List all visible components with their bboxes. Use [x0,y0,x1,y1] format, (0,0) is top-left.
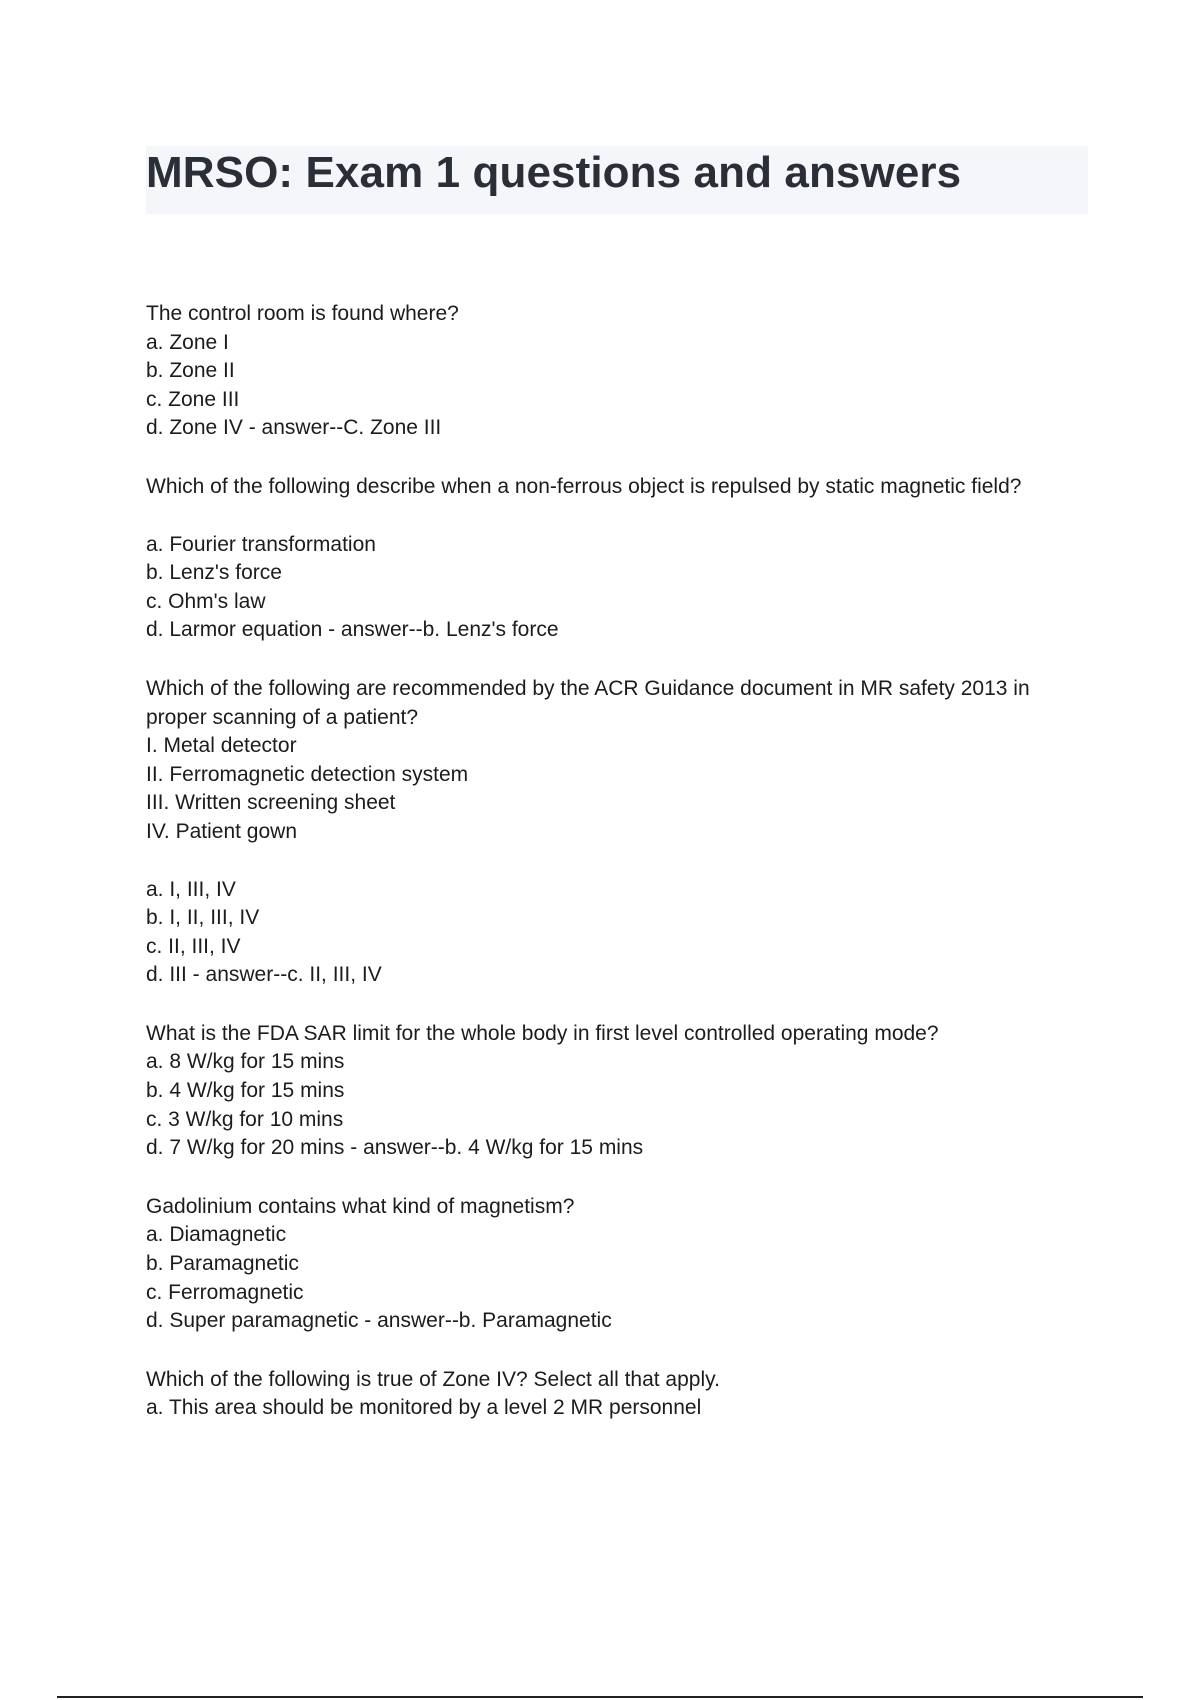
blank-line [146,502,1096,531]
question-text: The control room is found where? [146,302,459,325]
list-item: I. Metal detector [146,734,297,758]
question-block-3 [146,675,1096,990]
page-title: MRSO: Exam 1 questions and answers [146,148,962,197]
title-band [146,146,1088,214]
list-item: II. Ferromagnetic detection system [146,762,469,786]
answer-option: a. Diamagnetic [146,1223,287,1247]
answer-option-with-answer: d. 7 W/kg for 20 mins - answer--b. 4 W/kg for 15 mins [146,1136,644,1160]
blank-line [146,847,1096,876]
answer-option: a. Fourier transformation [146,532,376,556]
answer-option: a. Zone I [146,330,229,354]
answer-option: a. This area should be monitored by a level 2 MR personnel [146,1396,702,1420]
answer-option-with-answer: d. III - answer--c. II, III, IV [146,963,382,987]
answer-option: a. 8 W/kg for 15 mins [146,1050,345,1074]
answer-option-with-answer: d. Larmor equation - answer--b. Lenz's force [146,618,559,642]
list-item: III. Written screening sheet [146,791,396,815]
question-text: Gadolinium contains what kind of magnetism? [146,1194,575,1218]
list-item: IV. Patient gown [146,819,297,843]
question-block-2 [146,473,1096,645]
answer-option: c. II, III, IV [146,934,241,958]
answer-option: c. Ferromagnetic [146,1280,304,1304]
answer-option: b. Paramagnetic [146,1252,299,1276]
answer-option: b. I, II, III, IV [146,906,260,930]
document-body [146,300,1096,1453]
footer-divider [57,1696,1143,1698]
answer-option: a. I, III, IV [146,877,236,901]
question-block-4 [146,1020,1096,1163]
question-text: Which of the following describe when a non-ferrous object is repulsed by static magnetic field? [146,474,1022,498]
question-block-5 [146,1193,1096,1336]
answer-option: b. Zone II [146,359,235,383]
answer-option: c. Ohm's law [146,589,266,613]
question-text: Which of the following are recommended by the ACR Guidance document in MR safety 2013 in proper scanning of a patient? [146,676,1030,729]
answer-option-with-answer: d. Zone IV - answer--C. Zone III [146,416,442,440]
answer-option: c. Zone III [146,387,240,411]
answer-option: b. 4 W/kg for 15 mins [146,1079,345,1103]
question-block-6 [146,1366,1096,1423]
question-block-1 [146,300,1096,443]
question-text: Which of the following is true of Zone IV? Select all that apply. [146,1367,720,1391]
answer-option: c. 3 W/kg for 10 mins [146,1107,344,1131]
question-text: What is the FDA SAR limit for the whole body in first level controlled operating mode? [146,1021,939,1045]
answer-option-with-answer: d. Super paramagnetic - answer--b. Paramagnetic [146,1309,612,1333]
answer-option: b. Lenz's force [146,561,282,585]
